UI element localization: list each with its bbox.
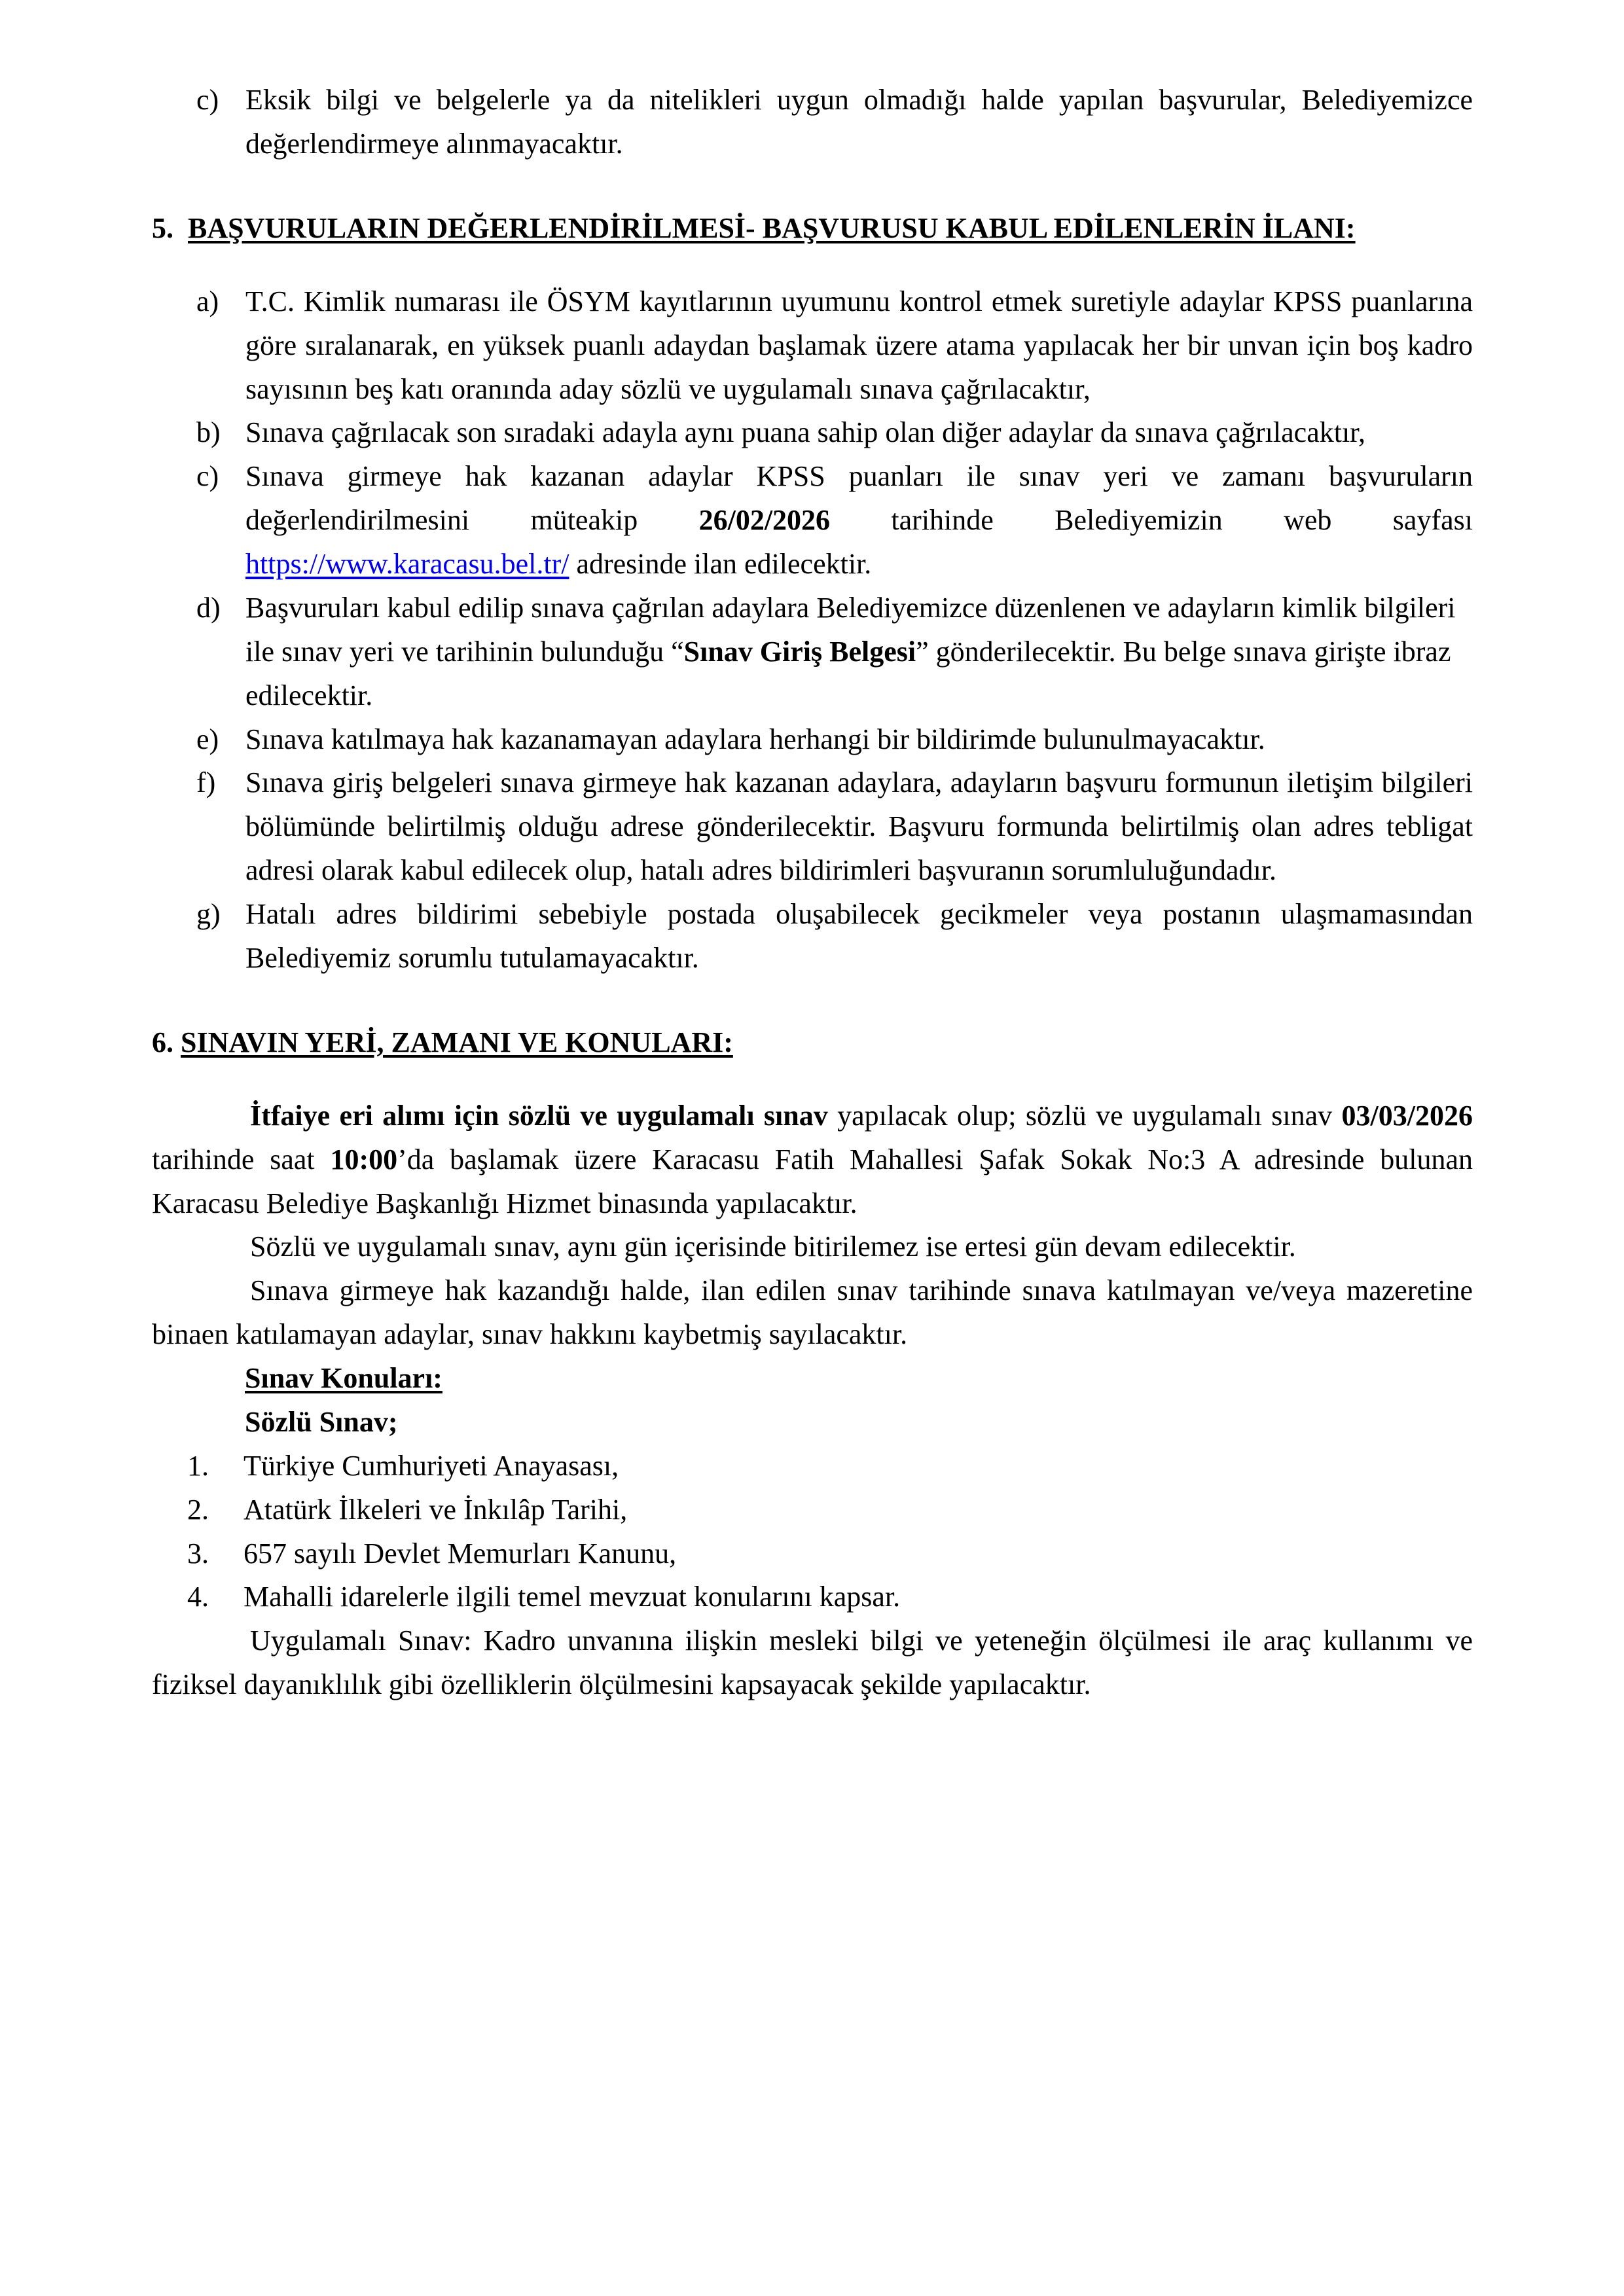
exam-topics-heading-text: Sınav Konuları: — [245, 1362, 442, 1394]
spacer — [152, 980, 1473, 1021]
list-item — [152, 1575, 1473, 1619]
exam-topics-heading — [152, 1357, 1473, 1401]
section-6-number: 6. — [152, 1026, 173, 1058]
exam-forfeit-paragraph: Sınava girmeye hak kazandığı halde, ilan edilen sınav tarihinde sınava katılmayan ve/veya mazeretine binaen katılamayan adaylar, sınav hakkını kaybetmiş sayılacaktır. — [152, 1274, 1473, 1351]
list-item-text-after-link: adresinde ilan edilecektir. — [569, 548, 872, 580]
list-item-text: T.C. Kimlik numarası ile ÖSYM kayıtlarının uyumunu kontrol etmek suretiyle adaylar KPSS puanlarına göre sıralanarak, en yüksek puanlı adaydan başlamak üzere atama yapılacak her bir unvan için boş kadro sayısının beş katı oranında aday sözlü ve uygulamalı sınava çağrılacaktır, — [245, 285, 1473, 405]
list-item — [152, 1488, 1473, 1532]
list-item-text: Sınava giriş belgeleri sınava girmeye hak kazanan adaylara, adayların başvuru formunun iletişim bilgileri bölümünde belirtilmiş olduğu adrese gönderilecektir. Başvuru formunda belirtilmiş olan adres tebligat adresi olarak kabul edilecek olup, hatalı adres bildirimleri başvuranın sorumluluğundadır. — [245, 766, 1473, 887]
exam-location-paragraph — [152, 1094, 1473, 1226]
list-item-text: Atatürk İlkeleri ve İnkılâp Tarihi, — [244, 1493, 628, 1526]
list-item — [152, 586, 1473, 718]
list-item-text-after-quote: ” gönderilecektir. Bu belge sınava girişte ibraz edilecektir. — [245, 635, 1451, 711]
list-item-text: Hatalı adres bildirimi sebebiyle postada oluşabilecek gecikmeler veya postanın ulaşmamasından Belediyemiz sorumlu tutulamayacaktır. — [245, 898, 1473, 974]
exam-type-lead: İtfaiye eri alımı için sözlü ve uygulamalı sınav — [250, 1099, 828, 1132]
list-marker: 3. — [187, 1537, 209, 1570]
practical-exam-paragraph: Uygulamalı Sınav: Kadro unvanına ilişkin mesleki bilgi ve yeteneğin ölçülmesi ile araç kullanımı ve fiziksel dayanıklılık gibi özelliklerin ölçülmesini kapsayacak şekilde yapılacaktır. — [152, 1624, 1473, 1701]
section-6-title: SINAVIN YERİ, ZAMANI VE KONULARI: — [181, 1026, 733, 1058]
list-marker: 1. — [187, 1449, 209, 1482]
list-marker: a) — [196, 285, 219, 317]
list-item — [152, 761, 1473, 893]
list-marker: b) — [196, 416, 221, 449]
list-marker: e) — [196, 723, 219, 755]
municipality-website-link[interactable]: https://www.karacasu.bel.tr/ — [245, 548, 569, 580]
spacer — [152, 250, 1473, 280]
list-item-text-after-date: tarihinde Belediyemizin web sayfası — [830, 504, 1473, 537]
list-marker: c) — [196, 460, 219, 493]
list-item — [152, 79, 1473, 166]
list-item-text: Mahalli idarelerle ilgili temel mevzuat konularını kapsar. — [244, 1581, 901, 1613]
list-item-text: Sınava çağrılacak son sıradaki adayla aynı puana sahip olan diğer adaylar da sınava çağrılacaktır, — [245, 416, 1366, 449]
list-item-text: 657 sayılı Devlet Memurları Kanunu, — [244, 1537, 677, 1570]
exam-time: 10:00 — [330, 1143, 398, 1175]
list-marker: 2. — [187, 1493, 209, 1526]
list-item — [152, 455, 1473, 586]
list-item — [152, 1444, 1473, 1488]
exam-paragraph-mid-1: yapılacak olup; sözlü ve uygulamalı sınav — [827, 1099, 1342, 1132]
section-6-heading — [152, 1021, 1473, 1064]
list-item-text-before-date: Sınava girmeye hak kazanan adaylar KPSS puanları ile sınav yeri ve zamanı başvuruların değerlendirilmesini müteakip — [245, 460, 1473, 537]
list-item-text: Eksik bilgi ve belgelerle ya da nitelikleri uygun olmadığı halde yapılan başvurular, Belediyemizce değerlendirmeye alınmayacaktır. — [245, 84, 1473, 160]
list-item — [152, 1532, 1473, 1576]
section-5-title: BAŞVURULARIN DEĞERLENDİRİLMESİ- BAŞVURUSU KABUL EDİLENLERİN İLANI: — [188, 211, 1356, 244]
list-item — [152, 718, 1473, 762]
oral-exam-heading: Sözlü Sınav; — [245, 1405, 398, 1438]
list-marker: g) — [196, 898, 221, 930]
list-marker: 4. — [187, 1581, 209, 1613]
exam-paragraph-tail: ’da başlamak üzere Karacasu Fatih Mahallesi Şafak Sokak No:3 A adresinde bulunan Karacasu Belediye Başkanlığı Hizmet binasında yapılacaktır. — [152, 1143, 1473, 1219]
exam-date: 03/03/2026 — [1341, 1099, 1473, 1132]
list-marker: c) — [196, 84, 219, 116]
spacer — [152, 166, 1473, 207]
spacer — [152, 1064, 1473, 1094]
list-item — [152, 893, 1473, 980]
exam-paragraph-mid-2: tarihinde saat — [152, 1143, 331, 1175]
exam-topics-list — [152, 1444, 1473, 1620]
list-marker: d) — [196, 591, 221, 624]
list-item-text-before-quote: Başvuruları kabul edilip sınava çağrılan adaylara Belediyemizce düzenlenen ve adayların kimlik bilgileri ile sınav yeri ve tarihinin bulunduğu “ — [245, 591, 1456, 668]
announcement-date: 26/02/2026 — [698, 504, 831, 537]
list-item-text: Türkiye Cumhuriyeti Anayasası, — [244, 1449, 619, 1482]
exam-entry-document-label: Sınav Giriş Belgesi — [683, 635, 916, 668]
carryover-list — [152, 79, 1473, 166]
section-5-heading — [152, 207, 1473, 250]
section-5-number: 5. — [152, 211, 173, 244]
list-item-text: Sınava katılmaya hak kazanamayan adaylara herhangi bir bildirimde bulunulmayacaktır. — [245, 723, 1265, 755]
exam-continuation-paragraph: Sözlü ve uygulamalı sınav, aynı gün içerisinde bitirilemez ise ertesi gün devam edilecektir. — [250, 1230, 1296, 1263]
list-marker: f) — [196, 766, 216, 799]
list-item — [152, 411, 1473, 455]
section-5-list — [152, 280, 1473, 980]
list-item — [152, 280, 1473, 412]
